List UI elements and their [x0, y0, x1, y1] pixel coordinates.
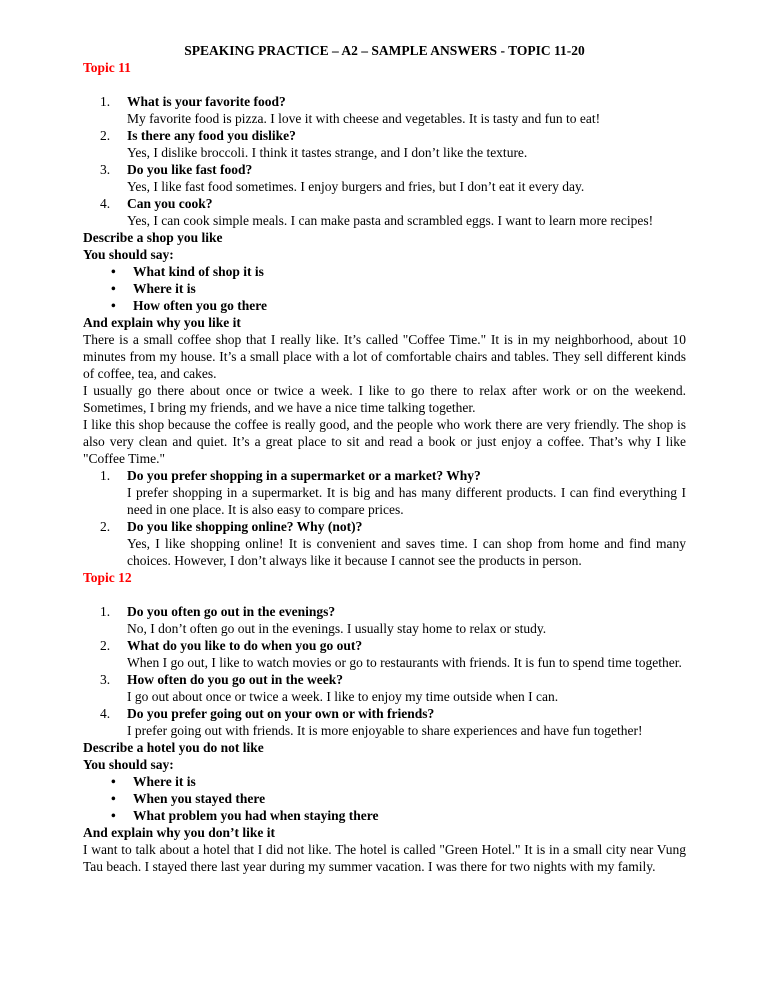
cue-bullet-text: When you stayed there	[133, 791, 266, 806]
list-number: 3.	[100, 672, 111, 687]
cue-bullet	[83, 773, 686, 790]
model-answer-paragraph: I like this shop because the coffee is really good, and the people who work there are very friendly. The shop is also very clean and quiet. It’s a great place to sit and read a book or just enjoy a coffee. That’s why I like "Coffee Time."	[83, 417, 686, 466]
qa-item	[83, 93, 686, 127]
model-answer-paragraph: I want to talk about a hotel that I did not like. The hotel is called "Green Hotel." It is in a small city near Vung Tau beach. I stayed there last year during my summer vacation. I was there for two nights with my family.	[83, 842, 686, 874]
bullet-icon: •	[111, 808, 116, 823]
question-text: Is there any food you dislike?	[127, 128, 296, 143]
list-number: 2.	[100, 638, 111, 653]
cue-bullet	[83, 263, 686, 280]
qa-item	[83, 637, 686, 671]
bullet-icon: •	[111, 281, 116, 296]
question-text: Do you prefer shopping in a supermarket or a market? Why?	[127, 468, 481, 483]
question-text: Do you like fast food?	[127, 162, 253, 177]
model-answer-paragraph: I usually go there about once or twice a week. I like to go there to relax after work or on the weekend. Sometimes, I bring my friends, and we have a nice time talking together.	[83, 383, 686, 415]
cue-card-title: Describe a shop you like	[83, 230, 223, 245]
list-number: 1.	[100, 604, 111, 619]
blank-line	[83, 586, 686, 603]
answer-text: I prefer shopping in a supermarket. It is big and has many different products. I can find everything I need in one place. It is also easy to compare prices.	[127, 485, 686, 517]
topic-12-heading: Topic 12	[83, 570, 132, 585]
list-number: 1.	[100, 468, 111, 483]
qa-item	[83, 161, 686, 195]
answer-text: No, I don’t often go out in the evenings. I usually stay home to relax or study.	[127, 621, 547, 636]
cue-bullet	[83, 790, 686, 807]
bullet-icon: •	[111, 791, 116, 806]
cue-card-title: Describe a hotel you do not like	[83, 740, 264, 755]
cue-card-explain: And explain why you don’t like it	[83, 825, 276, 840]
cue-bullet	[83, 297, 686, 314]
answer-text: I go out about once or twice a week. I like to enjoy my time outside when I can.	[127, 689, 559, 704]
answer-text: My favorite food is pizza. I love it with cheese and vegetables. It is tasty and fun to eat!	[127, 111, 601, 126]
answer-text: Yes, I like fast food sometimes. I enjoy burgers and fries, but I don’t eat it every day.	[127, 179, 585, 194]
list-number: 3.	[100, 162, 111, 177]
qa-item	[83, 518, 686, 569]
question-text: Can you cook?	[127, 196, 213, 211]
list-number: 2.	[100, 519, 111, 534]
topic-11-heading: Topic 11	[83, 60, 131, 75]
cue-bullet	[83, 280, 686, 297]
cue-card-intro: You should say:	[83, 247, 174, 262]
list-number: 4.	[100, 706, 111, 721]
cue-card-intro: You should say:	[83, 757, 174, 772]
qa-item	[83, 467, 686, 518]
cue-bullet	[83, 807, 686, 824]
question-text: Do you often go out in the evenings?	[127, 604, 336, 619]
bullet-icon: •	[111, 264, 116, 279]
qa-item	[83, 705, 686, 739]
question-text: How often do you go out in the week?	[127, 672, 344, 687]
blank-line	[83, 76, 686, 93]
answer-text: I prefer going out with friends. It is more enjoyable to share experiences and have fun together!	[127, 723, 643, 738]
qa-item	[83, 603, 686, 637]
qa-item	[83, 195, 686, 229]
answer-text: Yes, I like shopping online! It is convenient and saves time. I can shop from home and find many choices. However, I don’t always like it because I cannot see the products in person.	[127, 536, 686, 568]
question-text: Do you prefer going out on your own or with friends?	[127, 706, 435, 721]
document-title: SPEAKING PRACTICE – A2 – SAMPLE ANSWERS - TOPIC 11-20	[184, 43, 585, 58]
question-text: What is your favorite food?	[127, 94, 286, 109]
qa-item	[83, 127, 686, 161]
cue-bullet-text: Where it is	[133, 281, 196, 296]
list-number: 2.	[100, 128, 111, 143]
bullet-icon: •	[111, 774, 116, 789]
question-text: What do you like to do when you go out?	[127, 638, 363, 653]
list-number: 1.	[100, 94, 111, 109]
list-number: 4.	[100, 196, 111, 211]
cue-card-explain: And explain why you like it	[83, 315, 241, 330]
question-text: Do you like shopping online? Why (not)?	[127, 519, 363, 534]
answer-text: Yes, I can cook simple meals. I can make pasta and scrambled eggs. I want to learn more recipes!	[127, 213, 654, 228]
answer-text: When I go out, I like to watch movies or go to restaurants with friends. It is fun to spend time together.	[127, 655, 682, 670]
answer-text: Yes, I dislike broccoli. I think it tastes strange, and I don’t like the texture.	[127, 145, 528, 160]
cue-bullet-text: What problem you had when staying there	[133, 808, 379, 823]
bullet-icon: •	[111, 298, 116, 313]
cue-bullet-text: Where it is	[133, 774, 196, 789]
model-answer-paragraph: There is a small coffee shop that I really like. It’s called "Coffee Time." It is in my neighborhood, about 10 minutes from my house. It’s a small place with a lot of comfortable chairs and tables. They sell different kinds of coffee, tea, and cakes.	[83, 332, 686, 381]
cue-bullet-text: How often you go there	[133, 298, 267, 313]
qa-item	[83, 671, 686, 705]
cue-bullet-text: What kind of shop it is	[133, 264, 264, 279]
